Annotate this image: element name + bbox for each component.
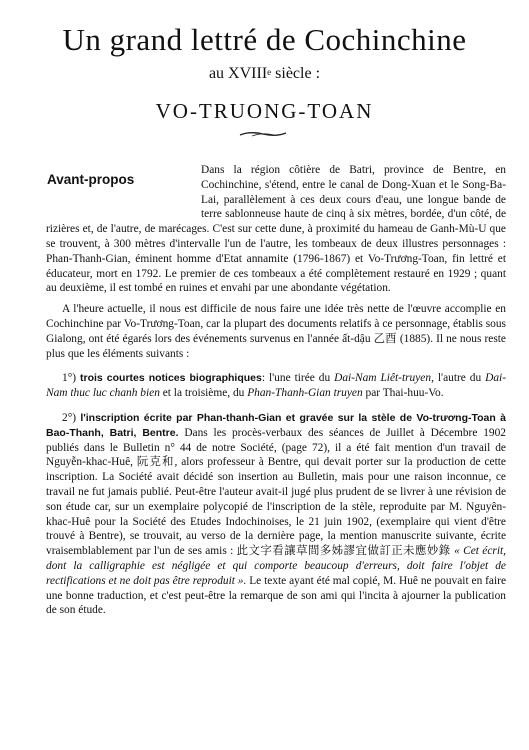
work-title: Dai-Nam Liêt-truyen bbox=[334, 372, 432, 385]
list-item-heading: l'inscription écrite par Phan-thanh-Gian et gravée sur la stèle de Vo-trương-Toan à Bao-Thanh, Batri, Bentre. bbox=[46, 411, 506, 439]
list-item-text: par Thai-huu-Vo. bbox=[362, 387, 444, 400]
paragraph-intro bbox=[46, 163, 506, 296]
subtitle-century: au XVIII bbox=[208, 65, 268, 82]
list-item-number: 1°) bbox=[62, 372, 80, 385]
subtitle-superscript: e bbox=[267, 67, 272, 77]
article-subject-name: VO-TRUONG-TOAN bbox=[155, 99, 374, 123]
list-item-text: Dans les procès-verbaux des séances de Juillet à Décembre 1902 publiés dans le Bulletin n° 44 de notre Société, (page 72), il a été fait mention d'un travail de Nguyễn-khac-Huê, 阮克和, alors professeur à Bentre, qui devait porter sur la production de cette inscription. La Société avait décidé son insertion au Bulletin, mais pour une raison inconnue, ce travail ne fut jamais publié. Peut-être l'auteur avait-il jugé plus prudent de se livrer à une révision de son étude car, sur un exemplaire polycopié de l'inscription de la stèle, reproduite par M. Nguyên-khac-Huê pour la Société des Etudes Indochinoises, le 21 juin 1902, (exemplaire qui vient d'être trouvé à Bentre), se trouvait, au verso de la dernière page, la mention manuscrite suivante, écrite vraisemblablement par l'un de ses amis : 此文字看讓草間多姊謬宜做訂正未應妙錄 bbox=[46, 426, 506, 558]
list-item-text: : l'une tirée du bbox=[261, 372, 335, 385]
quoted-remark: « Cet écrit, dont la calligraphie est négligée et qui comporte beaucoup d'erreurs, doit faire l'objet de rectifications et ne doit pas être reproduit ». bbox=[46, 545, 506, 587]
section-heading: Avant-propos bbox=[47, 172, 135, 187]
list-item-text: , l'autre du bbox=[431, 372, 486, 385]
article-subtitle bbox=[0, 64, 529, 84]
article-title: Un grand lettré de Cochinchine bbox=[62, 22, 467, 57]
article-body bbox=[46, 163, 506, 618]
heading-spacer bbox=[46, 163, 201, 221]
list-item-text: et la troisième, du bbox=[159, 387, 248, 400]
work-title: Phan-Thanh-Gian truyen bbox=[247, 387, 363, 400]
list-item-biographies bbox=[46, 371, 506, 401]
list-item-inscription bbox=[46, 411, 506, 618]
subtitle-suffix: siècle : bbox=[271, 65, 321, 82]
list-item-text: Le texte ayant été mal copié, M. Huê ne pouvait en faire une bonne traduction, et c'est peut-être la remarque de son ami qui l'incita à ajourner la publication de son étude. bbox=[46, 574, 507, 617]
decorative-flourish-icon bbox=[238, 130, 288, 138]
paragraph-intro-text: Dans la région côtière de Batri, province de Bentre, en Cochinchine, s'étend, entre le canal de Dong-Xuan et le Song-Ba-Lai, parallèlement à ces deux cours d'eau, une longue bande de terre sablonneuse haute de cinq à six mètres, bordée, d'un côté, de rizières et, de l'autre, de marécages. C'est sur cette dune, à proximité du hameau de Ganh-Mù-U que se trouvent, à 300 mètres d'intervalle l'un de l'autre, les tombeaux de deux illustres personnages : Phan-Thanh-Gian, éminent homme d'Etat annamite (1796-1867) et Vo-Trương-Toan, fin lettré et éducateur, mort en 1792. Le premier de ces tombeaux a été complètement restauré en 1929 ; quant au deuxième, il est tombé en ruines et envahi par une abondante végétation. bbox=[46, 164, 506, 295]
work-title: Dai-Nam thuc luc chanh bien bbox=[46, 372, 507, 400]
paragraph-context: A l'heure actuelle, il nous est difficile de nous faire une idée très nette de l'œuvre accomplie en Cochinchine par Vo-Trương-Toan, car la plupart des documents relatifs à ce personnage, établis sous Gialong, ont été égarés lors des événements survenus en l'année ất-dậu 乙酉 (1885). Il ne nous reste plus que les éléments suivants : bbox=[46, 303, 506, 360]
list-item-heading: trois courtes notices biographiques bbox=[80, 372, 262, 385]
list-item-number: 2°) bbox=[62, 411, 81, 424]
